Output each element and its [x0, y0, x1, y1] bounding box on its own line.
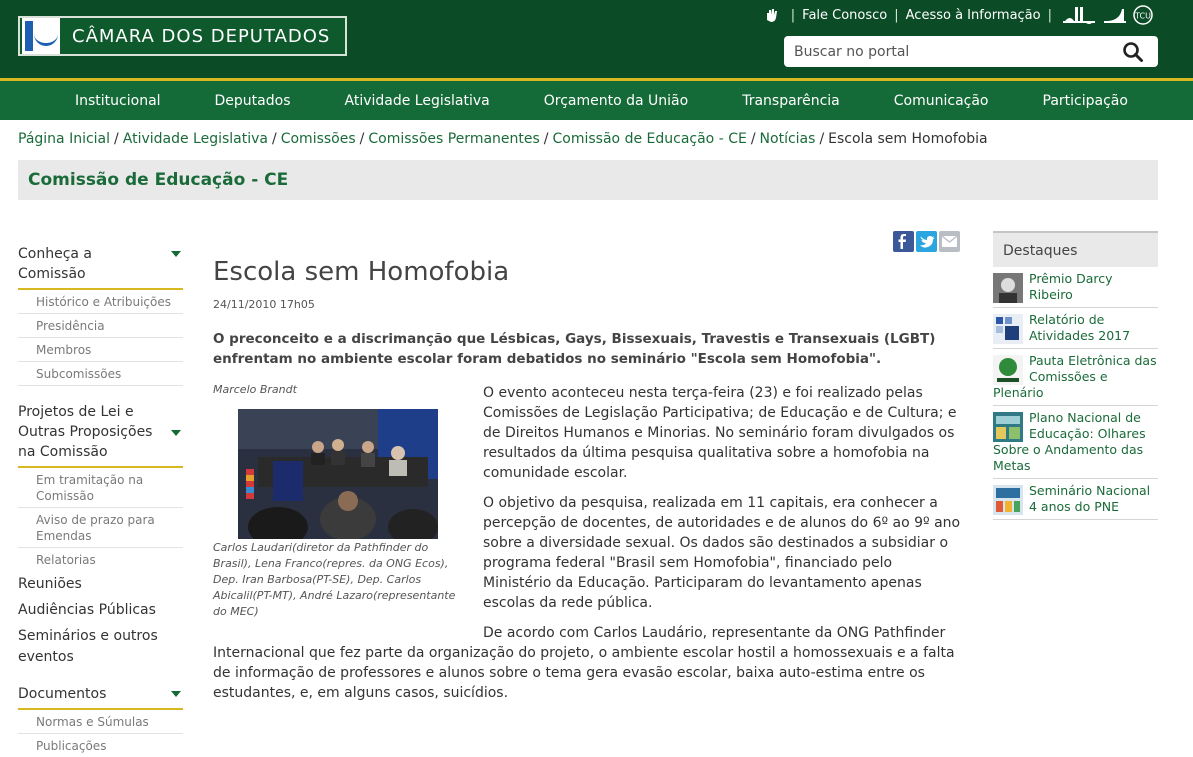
search-input[interactable]	[784, 36, 1104, 67]
article-photo[interactable]	[238, 409, 438, 539]
email-icon[interactable]	[939, 231, 960, 252]
leftnav-documentos[interactable]	[18, 684, 183, 710]
section-title-bar	[18, 160, 1158, 200]
leftnav-projetos-de-lei[interactable]	[18, 402, 183, 468]
destaque-item[interactable]	[993, 479, 1158, 520]
breadcrumb-link[interactable]: Comissões	[280, 131, 356, 147]
logo-emblem-icon	[22, 18, 60, 54]
twitter-icon[interactable]	[916, 231, 937, 252]
breadcrumb-link[interactable]: Atividade Legislativa	[122, 131, 268, 147]
breadcrumb-link[interactable]: Comissões Permanentes	[368, 131, 540, 147]
senate-icon[interactable]	[1099, 5, 1131, 25]
logo-text: CÂMARA DOS DEPUTADOS	[72, 25, 331, 47]
acesso-informacao-link[interactable]: Acesso à Informação	[905, 7, 1041, 23]
leftnav-subitem[interactable]: Publicações	[36, 739, 107, 753]
congress-building-icon[interactable]	[1059, 5, 1099, 25]
leftnav-seminarios[interactable]: Seminários e outros eventos	[18, 628, 158, 665]
leftnav-subitem[interactable]: Subcomissões	[18, 362, 183, 386]
photo-credit: Marcelo Brandt	[213, 383, 297, 396]
article-title: Escola sem Homofobia	[213, 257, 510, 287]
leftnav-subitem[interactable]: Presidência	[18, 314, 183, 338]
nav-transparencia[interactable]: Transparência	[742, 92, 840, 109]
destaque-label: Pauta Eletrônica das Comissões e Plenário	[993, 353, 1157, 400]
top-header	[0, 0, 1193, 78]
destaque-item[interactable]	[993, 406, 1158, 479]
destaque-label: Seminário Nacional 4 anos do PNE	[1029, 483, 1151, 514]
breadcrumb-link[interactable]: Página Inicial	[18, 131, 111, 147]
destaque-item[interactable]	[993, 308, 1158, 349]
leftnav-subitem[interactable]: Em tramitação na Comissão	[18, 468, 183, 508]
nav-atividade-legislativa[interactable]: Atividade Legislativa	[344, 92, 490, 109]
destaque-label: Relatório de Atividades 2017	[1029, 312, 1131, 343]
article-lead: O preconceito e a discrimanção que Lésbicas, Gays, Bissexuais, Travestis e Transexuais (LGBT) enfrentam no ambiente escolar foram debatidos no seminário "Escola sem Homofobia".	[213, 331, 936, 367]
breadcrumb: Página Inicial / Atividade Legislativa / Comissões / Comissões Permanentes / Comissão de Educação - CE / Notícias / Escola sem Homofobia	[18, 131, 988, 147]
article-paragraph: O evento aconteceu nesta terça-feira (23) e foi realizado pelas Comissões de Legislação Participativa; de Educação e de Cultura; e de Direitos Humanos e Minorias. No seminário foram divulgados os resultados da última pesquisa qualitativa sobre a homofobia na comunidade escolar.	[483, 385, 957, 481]
destaque-item[interactable]	[993, 349, 1158, 406]
leftnav-subitem[interactable]: Membros	[18, 338, 183, 362]
breadcrumb-link[interactable]: Notícias	[759, 131, 816, 147]
search-icon[interactable]	[1122, 41, 1144, 63]
tcu-icon[interactable]	[1131, 5, 1155, 25]
section-title: Comissão de Educação - CE	[28, 170, 289, 190]
leftnav-conheca-comissao[interactable]	[18, 244, 183, 290]
leftnav-subitem[interactable]: Aviso de prazo para Emendas	[18, 508, 183, 548]
nav-institucional[interactable]: Institucional	[75, 92, 161, 109]
article-paragraph: Internacional que fez parte da organização do projeto, o ambiente escolar hostil a homossexuais e a falta de informação de professores e alunos sobre o tema gera evasão escolar, baixa auto-estima entre os estudantes, e, em alguns casos, suicídios.	[213, 645, 955, 701]
nav-orcamento[interactable]: Orçamento da União	[543, 92, 689, 109]
nav-participacao[interactable]: Participação	[1042, 92, 1128, 109]
plano-educacao-thumbnail-icon	[993, 412, 1023, 442]
leftnav-subitem[interactable]: Normas e Súmulas	[18, 710, 183, 734]
portrait-thumbnail-icon	[993, 273, 1023, 303]
leftnav-reunioes[interactable]: Reuniões	[18, 576, 82, 592]
breadcrumb-link[interactable]: Comissão de Educação - CE	[552, 131, 747, 147]
leftnav-subitem[interactable]: Relatorias	[36, 553, 96, 567]
left-sidebar	[18, 244, 183, 757]
search-box	[784, 36, 1158, 67]
destaques-sidebar	[993, 231, 1158, 520]
seminario-pne-thumbnail-icon	[993, 485, 1023, 515]
leftnav-subitem[interactable]: Histórico e Atribuições	[18, 290, 183, 314]
utility-links: | Fale Conosco | Acesso à Informação | TCU	[760, 5, 1155, 25]
facebook-icon[interactable]	[893, 231, 914, 252]
fale-conosco-link[interactable]: Fale Conosco	[802, 7, 888, 23]
leftnav-group-label: Documentos	[18, 686, 107, 702]
leftnav-group-label: Projetos de Lei e Outras Proposições na Comissão	[18, 404, 153, 460]
plenario-thumbnail-icon	[993, 355, 1023, 385]
destaque-item[interactable]	[993, 267, 1158, 308]
nav-deputados[interactable]: Deputados	[214, 92, 291, 109]
svg-text:TCU: TCU	[1135, 11, 1151, 21]
share-buttons	[893, 231, 960, 252]
leftnav-audiencias[interactable]: Audiências Públicas	[18, 602, 156, 618]
sign-language-icon[interactable]	[760, 5, 784, 25]
photo-caption: Carlos Laudari(diretor da Pathfinder do Brasil), Lena Franco(repres. da ONG Ecos), Dep. Iran Barbosa(PT-SE), Dep. Carlos Abicalil(PT-MT), André Lazaro(representante do MEC)	[213, 541, 456, 618]
article-date: 24/11/2010 17h05	[213, 298, 315, 311]
chevron-down-icon	[171, 691, 181, 697]
chevron-down-icon	[171, 430, 181, 436]
article-paragraph: De acordo com Carlos Laudário, representante da ONG Pathfinder	[483, 625, 946, 641]
destaque-label: Prêmio Darcy Ribeiro	[1029, 271, 1113, 302]
breadcrumb-current: Escola sem Homofobia	[828, 131, 988, 147]
site-logo[interactable]	[18, 16, 347, 56]
article-paragraph: O objetivo da pesquisa, realizada em 11 capitais, era conhecer a percepção de docentes, de autoridades e de alunos do 6º ao 9º ano sobre a diversidade sexual. Os dados são destinados a subsidiar o programa federal "Brasil sem Homofobia", financiado pelo Ministério da Educação. Participaram do levantamento apenas escolas da rede pública.	[483, 495, 961, 611]
nav-comunicacao[interactable]: Comunicação	[893, 92, 989, 109]
chevron-down-icon	[171, 251, 181, 257]
main-nav	[0, 78, 1193, 120]
destaques-title: Destaques	[993, 231, 1158, 267]
leftnav-group-label: Conheça a Comissão	[18, 246, 93, 282]
report-thumbnail-icon	[993, 314, 1023, 344]
destaque-label: Plano Nacional de Educação: Olhares Sobre o Andamento das Metas	[993, 410, 1146, 473]
